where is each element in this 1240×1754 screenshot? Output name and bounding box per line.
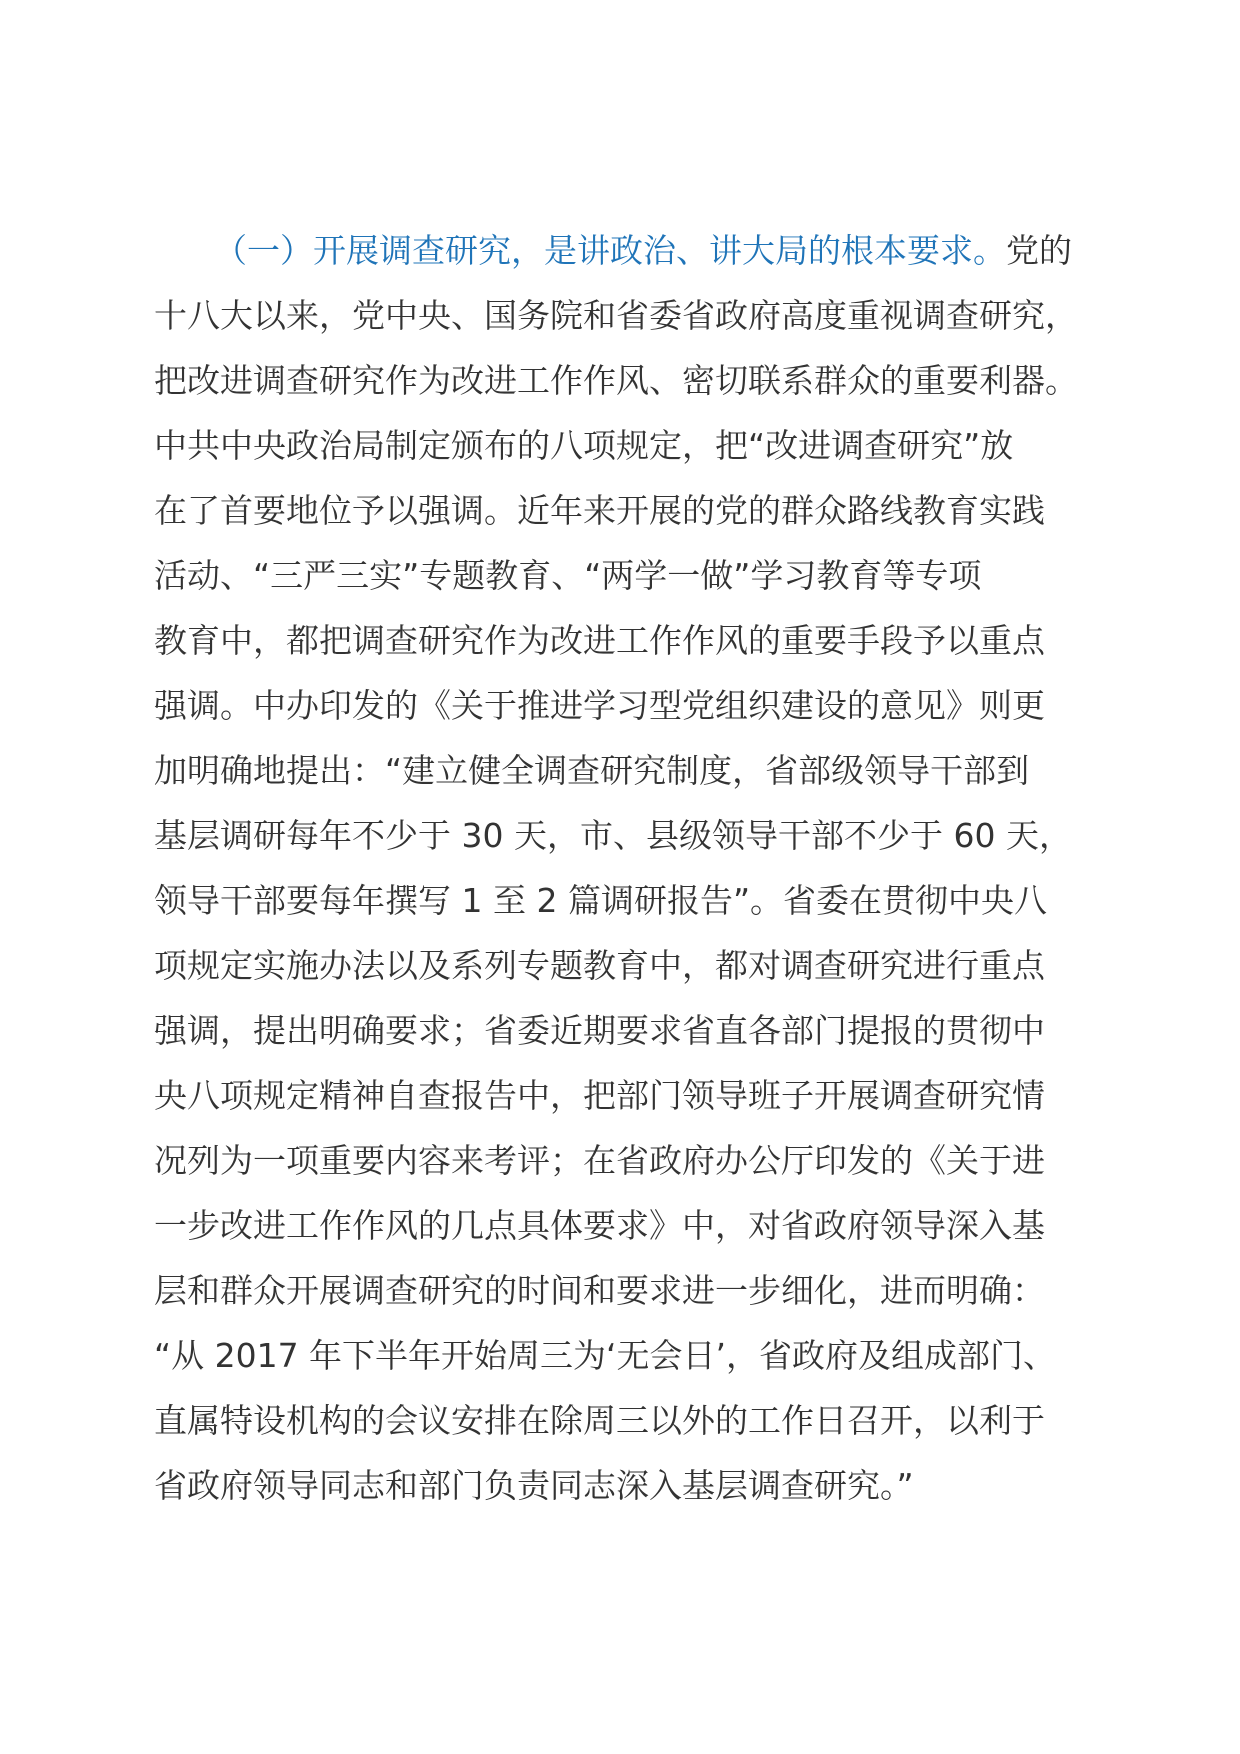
paragraph-line-4: 中共中央政治局制定颁布的八项规定，把“改进调查研究”放 [154, 426, 1014, 465]
paragraph-line-20: 省政府领导同志和部门负责同志深入基层调查研究。” [154, 1466, 914, 1505]
paragraph-line-10: 基层调研每年不少于 30 天，市、县级领导干部不少于 60 天， [154, 816, 1072, 855]
paragraph-line-15: 况列为一项重要内容来考评；在省政府办公厅印发的《关于进 [154, 1141, 1045, 1180]
paragraph-line-11: 领导干部要每年撰写 1 至 2 篇调研报告”。省委在贯彻中央八 [154, 881, 1048, 920]
paragraph-line-14: 央八项规定精神自查报告中，把部门领导班子开展调查研究情 [154, 1076, 1045, 1115]
paragraph [154, 218, 1114, 1518]
paragraph-line-5: 在了首要地位予以强调。近年来开展的党的群众路线教育实践 [154, 491, 1045, 530]
paragraph-line-18: “从 2017 年下半年开始周三为‘无会日’，省政府及组成部门、 [154, 1336, 1057, 1375]
paragraph-line-17: 层和群众开展调查研究的时间和要求进一步细化，进而明确： [154, 1271, 1045, 1310]
section-heading: （一）开展调查研究，是讲政治、讲大局的根本要求。 [214, 231, 1006, 270]
paragraph-line-12: 项规定实施办法以及系列专题教育中，都对调查研究进行重点 [154, 946, 1045, 985]
paragraph-line-3: 把改进调查研究作为改进工作作风、密切联系群众的重要利器。 [154, 361, 1078, 400]
paragraph-line-16: 一步改进工作作风的几点具体要求》中，对省政府领导深入基 [154, 1206, 1045, 1245]
paragraph-line-7: 教育中，都把调查研究作为改进工作作风的重要手段予以重点 [154, 621, 1045, 660]
paragraph-line-19: 直属特设机构的会议安排在除周三以外的工作日召开，以利于 [154, 1401, 1045, 1440]
paragraph-line-1 [154, 218, 1114, 283]
paragraph-line-13: 强调，提出明确要求；省委近期要求省直各部门提报的贯彻中 [154, 1011, 1045, 1050]
paragraph-line-9: 加明确地提出：“建立健全调查研究制度，省部级领导干部到 [154, 751, 1030, 790]
paragraph-line-2: 十八大以来，党中央、国务院和省委省政府高度重视调查研究， [154, 296, 1078, 335]
paragraph-line-6: 活动、“三严三实”专题教育、“两学一做”学习教育等专项 [154, 556, 982, 595]
paragraph-line-8: 强调。中办印发的《关于推进学习型党组织建设的意见》则更 [154, 686, 1045, 725]
paragraph-text: 党的 [1006, 231, 1072, 270]
